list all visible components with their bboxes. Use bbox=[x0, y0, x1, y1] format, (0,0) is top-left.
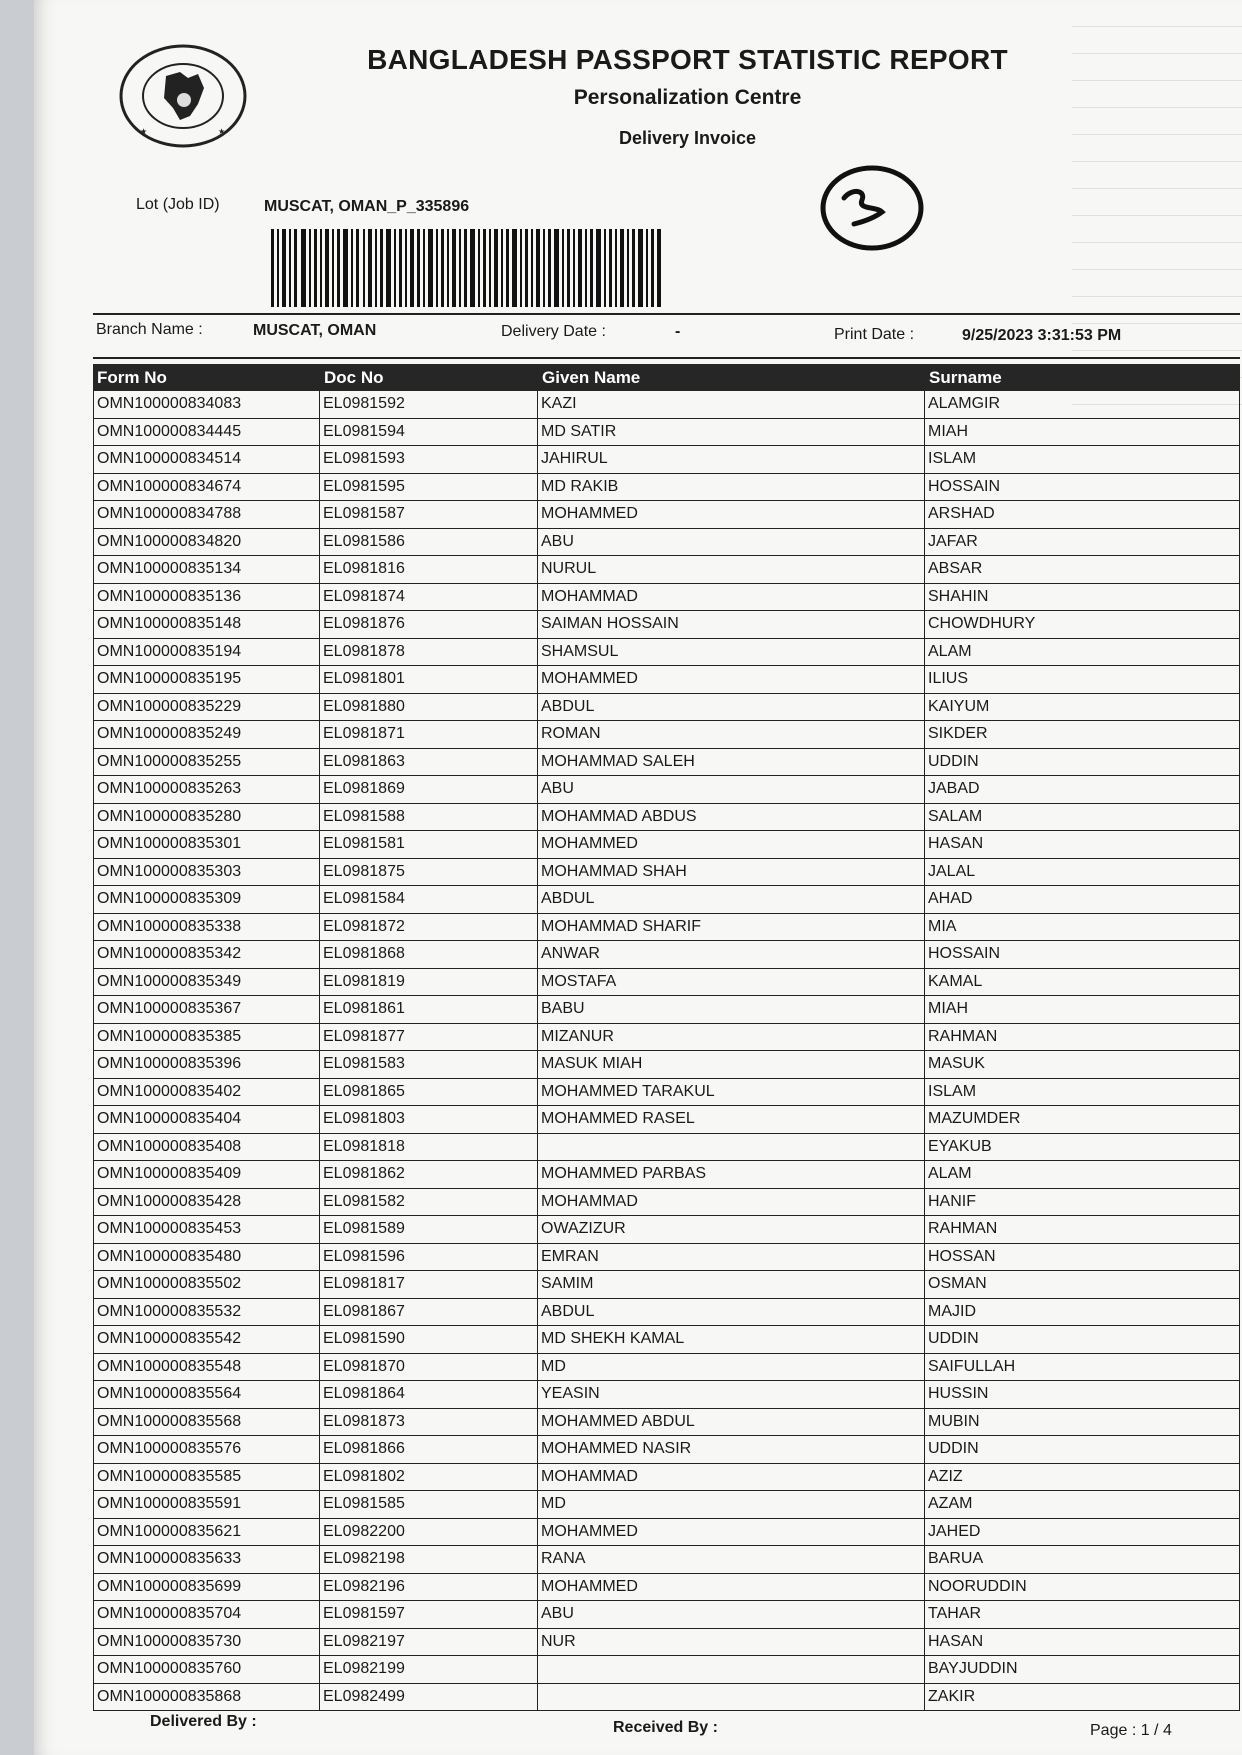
surname-cell: JAHED bbox=[925, 1519, 1240, 1546]
given-name-cell: MOHAMMED RASEL bbox=[538, 1106, 925, 1133]
form-no-cell: OMN100000835409 bbox=[93, 1161, 320, 1188]
given-name-cell: MOHAMMED TARAKUL bbox=[538, 1079, 925, 1106]
given-name-cell: RANA bbox=[538, 1546, 925, 1573]
form-no-cell: OMN100000834820 bbox=[93, 529, 320, 556]
doc-no-cell: EL0981589 bbox=[320, 1216, 538, 1243]
form-no-cell: OMN100000835404 bbox=[93, 1106, 320, 1133]
surname-cell: SALAM bbox=[925, 804, 1240, 831]
form-no-cell: OMN100000835868 bbox=[93, 1684, 320, 1711]
doc-no-cell: EL0981867 bbox=[320, 1299, 538, 1326]
table-row bbox=[93, 749, 1240, 777]
surname-cell: SAIFULLAH bbox=[925, 1354, 1240, 1381]
given-name-cell: MOHAMMED bbox=[538, 501, 925, 528]
given-name-cell: MOHAMMAD bbox=[538, 584, 925, 611]
surname-cell: UDDIN bbox=[925, 1326, 1240, 1353]
doc-no-cell: EL0981870 bbox=[320, 1354, 538, 1381]
given-name-cell: ROMAN bbox=[538, 721, 925, 748]
doc-no-cell: EL0981865 bbox=[320, 1079, 538, 1106]
form-no-cell: OMN100000835568 bbox=[93, 1409, 320, 1436]
table-row bbox=[93, 666, 1240, 694]
surname-cell: MIAH bbox=[925, 419, 1240, 446]
surname-cell: ABSAR bbox=[925, 556, 1240, 583]
meta-rule-bottom bbox=[93, 357, 1240, 359]
surname-cell: HASAN bbox=[925, 831, 1240, 858]
form-no-cell: OMN100000835408 bbox=[93, 1134, 320, 1161]
surname-cell: MUBIN bbox=[925, 1409, 1240, 1436]
given-name-cell: MOHAMMAD ABDUS bbox=[538, 804, 925, 831]
given-name-cell: MOHAMMED PARBAS bbox=[538, 1161, 925, 1188]
form-no-cell: OMN100000834674 bbox=[93, 474, 320, 501]
surname-cell: JAFAR bbox=[925, 529, 1240, 556]
doc-no-cell: EL0981866 bbox=[320, 1436, 538, 1463]
table-row bbox=[93, 1574, 1240, 1602]
lot-value: MUSCAT, OMAN_P_335896 bbox=[264, 198, 470, 215]
given-name-cell: MOSTAFA bbox=[538, 969, 925, 996]
form-no-cell: OMN100000835255 bbox=[93, 749, 320, 776]
form-no-cell: OMN100000834788 bbox=[93, 501, 320, 528]
form-no-cell: OMN100000835621 bbox=[93, 1519, 320, 1546]
page-indicator: Page : 1 / 4 bbox=[1090, 1722, 1172, 1739]
given-name-cell: SHAMSUL bbox=[538, 639, 925, 666]
surname-cell: ILIUS bbox=[925, 666, 1240, 693]
surname-cell: ZAKIR bbox=[925, 1684, 1240, 1711]
doc-no-cell: EL0982196 bbox=[320, 1574, 538, 1601]
surname-cell: HOSSAIN bbox=[925, 474, 1240, 501]
doc-no-cell: EL0981861 bbox=[320, 996, 538, 1023]
form-no-cell: OMN100000835349 bbox=[93, 969, 320, 996]
svg-text:★: ★ bbox=[218, 127, 226, 136]
form-no-cell: OMN100000835585 bbox=[93, 1464, 320, 1491]
doc-no-cell: EL0981819 bbox=[320, 969, 538, 996]
given-name-cell: MOHAMMED bbox=[538, 666, 925, 693]
given-name-cell: EMRAN bbox=[538, 1244, 925, 1271]
svg-text:★: ★ bbox=[140, 127, 148, 136]
doc-no-cell: EL0981818 bbox=[320, 1134, 538, 1161]
table-row bbox=[93, 831, 1240, 859]
given-name-cell bbox=[538, 1684, 925, 1711]
surname-cell: ALAM bbox=[925, 639, 1240, 666]
surname-cell: JALAL bbox=[925, 859, 1240, 886]
form-no-cell: OMN100000835532 bbox=[93, 1299, 320, 1326]
table-row bbox=[93, 1299, 1240, 1327]
surname-cell: ISLAM bbox=[925, 1079, 1240, 1106]
given-name-cell: MOHAMMED ABDUL bbox=[538, 1409, 925, 1436]
doc-no-cell: EL0981876 bbox=[320, 611, 538, 638]
form-no-cell: OMN100000835576 bbox=[93, 1436, 320, 1463]
given-name-cell: YEASIN bbox=[538, 1381, 925, 1408]
given-name-cell: MOHAMMED bbox=[538, 1574, 925, 1601]
surname-cell: TAHAR bbox=[925, 1601, 1240, 1628]
form-no-cell: OMN100000835591 bbox=[93, 1491, 320, 1518]
table-row bbox=[93, 1216, 1240, 1244]
doc-no-cell: EL0981588 bbox=[320, 804, 538, 831]
form-no-cell: OMN100000835249 bbox=[93, 721, 320, 748]
form-no-cell: OMN100000835453 bbox=[93, 1216, 320, 1243]
given-name-cell: NUR bbox=[538, 1629, 925, 1656]
header-given-name: Given Name bbox=[542, 368, 641, 387]
form-no-cell: OMN100000835730 bbox=[93, 1629, 320, 1656]
table-row bbox=[93, 969, 1240, 997]
doc-no-cell: EL0981864 bbox=[320, 1381, 538, 1408]
doc-no-cell: EL0981585 bbox=[320, 1491, 538, 1518]
given-name-cell: ABU bbox=[538, 529, 925, 556]
form-no-cell: OMN100000834514 bbox=[93, 446, 320, 473]
surname-cell: JABAD bbox=[925, 776, 1240, 803]
given-name-cell: SAIMAN HOSSAIN bbox=[538, 611, 925, 638]
doc-no-cell: EL0981871 bbox=[320, 721, 538, 748]
surname-cell: MAZUMDER bbox=[925, 1106, 1240, 1133]
surname-cell: KAIYUM bbox=[925, 694, 1240, 721]
delivery-table bbox=[93, 364, 1240, 1711]
given-name-cell: MASUK MIAH bbox=[538, 1051, 925, 1078]
doc-no-cell: EL0981594 bbox=[320, 419, 538, 446]
doc-no-cell: EL0981868 bbox=[320, 941, 538, 968]
doc-no-cell: EL0981802 bbox=[320, 1464, 538, 1491]
received-by-label: Received By : bbox=[613, 1719, 718, 1736]
doc-no-cell: EL0981863 bbox=[320, 749, 538, 776]
doc-no-cell: EL0981582 bbox=[320, 1189, 538, 1216]
form-no-cell: OMN100000835342 bbox=[93, 941, 320, 968]
form-no-cell: OMN100000835564 bbox=[93, 1381, 320, 1408]
given-name-cell: OWAZIZUR bbox=[538, 1216, 925, 1243]
print-date-value: 9/25/2023 3:31:53 PM bbox=[962, 327, 1122, 344]
given-name-cell: MIZANUR bbox=[538, 1024, 925, 1051]
table-row bbox=[93, 1134, 1240, 1162]
surname-cell: RAHMAN bbox=[925, 1024, 1240, 1051]
table-row bbox=[93, 1491, 1240, 1519]
surname-cell: ISLAM bbox=[925, 446, 1240, 473]
given-name-cell: MD bbox=[538, 1491, 925, 1518]
form-no-cell: OMN100000835396 bbox=[93, 1051, 320, 1078]
table-row bbox=[93, 804, 1240, 832]
delivery-date-label: Delivery Date : bbox=[501, 323, 606, 340]
doc-no-cell: EL0981801 bbox=[320, 666, 538, 693]
surname-cell: HANIF bbox=[925, 1189, 1240, 1216]
form-no-cell: OMN100000835704 bbox=[93, 1601, 320, 1628]
table-row bbox=[93, 694, 1240, 722]
surname-cell: EYAKUB bbox=[925, 1134, 1240, 1161]
table-row bbox=[93, 859, 1240, 887]
given-name-cell: MD SHEKH KAMAL bbox=[538, 1326, 925, 1353]
form-no-cell: OMN100000835195 bbox=[93, 666, 320, 693]
surname-cell: MAJID bbox=[925, 1299, 1240, 1326]
table-row bbox=[93, 941, 1240, 969]
header-surname: Surname bbox=[929, 368, 1002, 387]
given-name-cell: MOHAMMAD bbox=[538, 1464, 925, 1491]
surname-cell: UDDIN bbox=[925, 749, 1240, 776]
form-no-cell: OMN100000835385 bbox=[93, 1024, 320, 1051]
table-row bbox=[93, 1326, 1240, 1354]
form-no-cell: OMN100000835303 bbox=[93, 859, 320, 886]
delivery-date-value: - bbox=[675, 323, 681, 340]
delivered-by-label: Delivered By : bbox=[150, 1713, 257, 1730]
doc-no-cell: EL0981874 bbox=[320, 584, 538, 611]
lot-label: Lot (Job ID) bbox=[136, 196, 220, 213]
surname-cell: UDDIN bbox=[925, 1436, 1240, 1463]
form-no-cell: OMN100000835760 bbox=[93, 1656, 320, 1683]
given-name-cell: KAZI bbox=[538, 391, 925, 418]
doc-no-cell: EL0981595 bbox=[320, 474, 538, 501]
surname-cell: HUSSIN bbox=[925, 1381, 1240, 1408]
surname-cell: ALAM bbox=[925, 1161, 1240, 1188]
report-subtitle: Personalization Centre bbox=[573, 86, 802, 109]
surname-cell: HOSSAIN bbox=[925, 941, 1240, 968]
form-no-cell: OMN100000835134 bbox=[93, 556, 320, 583]
given-name-cell: BABU bbox=[538, 996, 925, 1023]
given-name-cell: MOHAMMAD SHARIF bbox=[538, 914, 925, 941]
surname-cell: OSMAN bbox=[925, 1271, 1240, 1298]
doc-no-cell: EL0981869 bbox=[320, 776, 538, 803]
doc-no-cell: EL0981597 bbox=[320, 1601, 538, 1628]
doc-no-cell: EL0981872 bbox=[320, 914, 538, 941]
form-no-cell: OMN100000835229 bbox=[93, 694, 320, 721]
given-name-cell: ABDUL bbox=[538, 1299, 925, 1326]
doc-no-cell: EL0982200 bbox=[320, 1519, 538, 1546]
doc-no-cell: EL0982199 bbox=[320, 1656, 538, 1683]
table-row bbox=[93, 1546, 1240, 1574]
surname-cell: HASAN bbox=[925, 1629, 1240, 1656]
document-type: Delivery Invoice bbox=[618, 128, 757, 148]
doc-no-cell: EL0981817 bbox=[320, 1271, 538, 1298]
table-row bbox=[93, 1629, 1240, 1657]
surname-cell: SIKDER bbox=[925, 721, 1240, 748]
meta-rule-top bbox=[93, 313, 1240, 315]
table-row bbox=[93, 556, 1240, 584]
form-no-cell: OMN100000835699 bbox=[93, 1574, 320, 1601]
table-row bbox=[93, 529, 1240, 557]
form-no-cell: OMN100000835301 bbox=[93, 831, 320, 858]
doc-no-cell: EL0981596 bbox=[320, 1244, 538, 1271]
doc-no-cell: EL0981816 bbox=[320, 556, 538, 583]
table-row bbox=[93, 1464, 1240, 1492]
government-seal-icon bbox=[118, 44, 248, 148]
given-name-cell: MOHAMMED bbox=[538, 1519, 925, 1546]
form-no-cell: OMN100000835136 bbox=[93, 584, 320, 611]
surname-cell: CHOWDHURY bbox=[925, 611, 1240, 638]
doc-no-cell: EL0981590 bbox=[320, 1326, 538, 1353]
surname-cell: NOORUDDIN bbox=[925, 1574, 1240, 1601]
form-no-cell: OMN100000835280 bbox=[93, 804, 320, 831]
doc-no-cell: EL0981877 bbox=[320, 1024, 538, 1051]
doc-no-cell: EL0981880 bbox=[320, 694, 538, 721]
table-row bbox=[93, 1271, 1240, 1299]
table-row bbox=[93, 474, 1240, 502]
branch-label: Branch Name : bbox=[96, 321, 203, 338]
form-no-cell: OMN100000835542 bbox=[93, 1326, 320, 1353]
header-doc-no: Doc No bbox=[324, 368, 384, 387]
given-name-cell: NURUL bbox=[538, 556, 925, 583]
given-name-cell bbox=[538, 1134, 925, 1161]
given-name-cell: MD RAKIB bbox=[538, 474, 925, 501]
table-row bbox=[93, 1409, 1240, 1437]
form-no-cell: OMN100000835367 bbox=[93, 996, 320, 1023]
doc-no-cell: EL0981875 bbox=[320, 859, 538, 886]
handwritten-circle-mark-icon bbox=[818, 162, 928, 252]
table-row bbox=[93, 1024, 1240, 1052]
form-no-cell: OMN100000835338 bbox=[93, 914, 320, 941]
table-row bbox=[93, 886, 1240, 914]
given-name-cell: MOHAMMED NASIR bbox=[538, 1436, 925, 1463]
table-row bbox=[93, 776, 1240, 804]
doc-no-cell: EL0981592 bbox=[320, 391, 538, 418]
surname-cell: AZAM bbox=[925, 1491, 1240, 1518]
form-no-cell: OMN100000835194 bbox=[93, 639, 320, 666]
given-name-cell: JAHIRUL bbox=[538, 446, 925, 473]
doc-no-cell: EL0981878 bbox=[320, 639, 538, 666]
table-row bbox=[93, 1381, 1240, 1409]
given-name-cell: MOHAMMED bbox=[538, 831, 925, 858]
table-row bbox=[93, 1684, 1240, 1712]
table-row bbox=[93, 391, 1240, 419]
surname-cell: AHAD bbox=[925, 886, 1240, 913]
table-row bbox=[93, 1354, 1240, 1382]
surname-cell: KAMAL bbox=[925, 969, 1240, 996]
surname-cell: BARUA bbox=[925, 1546, 1240, 1573]
doc-no-cell: EL0981873 bbox=[320, 1409, 538, 1436]
table-body bbox=[93, 391, 1240, 1711]
form-no-cell: OMN100000835428 bbox=[93, 1189, 320, 1216]
table-row bbox=[93, 419, 1240, 447]
given-name-cell: ABU bbox=[538, 776, 925, 803]
doc-no-cell: EL0982198 bbox=[320, 1546, 538, 1573]
table-row bbox=[93, 584, 1240, 612]
table-row bbox=[93, 501, 1240, 529]
report-title: BANGLADESH PASSPORT STATISTIC REPORT bbox=[367, 44, 1008, 75]
barcode-icon bbox=[271, 229, 661, 307]
given-name-cell: MD SATIR bbox=[538, 419, 925, 446]
doc-no-cell: EL0981581 bbox=[320, 831, 538, 858]
given-name-cell: MOHAMMAD bbox=[538, 1189, 925, 1216]
doc-no-cell: EL0981862 bbox=[320, 1161, 538, 1188]
table-row bbox=[93, 1161, 1240, 1189]
form-no-cell: OMN100000835502 bbox=[93, 1271, 320, 1298]
form-no-cell: OMN100000835480 bbox=[93, 1244, 320, 1271]
form-no-cell: OMN100000835263 bbox=[93, 776, 320, 803]
doc-no-cell: EL0981587 bbox=[320, 501, 538, 528]
doc-no-cell: EL0981584 bbox=[320, 886, 538, 913]
doc-no-cell: EL0981586 bbox=[320, 529, 538, 556]
given-name-cell: MD bbox=[538, 1354, 925, 1381]
table-row bbox=[93, 1244, 1240, 1272]
surname-cell: MASUK bbox=[925, 1051, 1240, 1078]
print-date-label: Print Date : bbox=[834, 326, 915, 343]
given-name-cell: MOHAMMAD SHAH bbox=[538, 859, 925, 886]
table-row bbox=[93, 721, 1240, 749]
surname-cell: AZIZ bbox=[925, 1464, 1240, 1491]
surname-cell: HOSSAN bbox=[925, 1244, 1240, 1271]
surname-cell: MIA bbox=[925, 914, 1240, 941]
form-no-cell: OMN100000835633 bbox=[93, 1546, 320, 1573]
table-row bbox=[93, 1656, 1240, 1684]
table-row bbox=[93, 996, 1240, 1024]
table-row bbox=[93, 1079, 1240, 1107]
form-no-cell: OMN100000834083 bbox=[93, 391, 320, 418]
given-name-cell: MOHAMMAD SALEH bbox=[538, 749, 925, 776]
table-row bbox=[93, 1519, 1240, 1547]
table-row bbox=[93, 1189, 1240, 1217]
table-row bbox=[93, 1051, 1240, 1079]
form-no-cell: OMN100000835548 bbox=[93, 1354, 320, 1381]
table-row bbox=[93, 914, 1240, 942]
form-no-cell: OMN100000835309 bbox=[93, 886, 320, 913]
given-name-cell: SAMIM bbox=[538, 1271, 925, 1298]
surname-cell: ALAMGIR bbox=[925, 391, 1240, 418]
form-no-cell: OMN100000834445 bbox=[93, 419, 320, 446]
given-name-cell: ABDUL bbox=[538, 886, 925, 913]
table-row bbox=[93, 446, 1240, 474]
surname-cell: BAYJUDDIN bbox=[925, 1656, 1240, 1683]
given-name-cell: ANWAR bbox=[538, 941, 925, 968]
given-name-cell bbox=[538, 1656, 925, 1683]
form-no-cell: OMN100000835402 bbox=[93, 1079, 320, 1106]
doc-no-cell: EL0981583 bbox=[320, 1051, 538, 1078]
surname-cell: MIAH bbox=[925, 996, 1240, 1023]
doc-no-cell: EL0982197 bbox=[320, 1629, 538, 1656]
surname-cell: ARSHAD bbox=[925, 501, 1240, 528]
doc-no-cell: EL0981593 bbox=[320, 446, 538, 473]
table-row bbox=[93, 1436, 1240, 1464]
surname-cell: SHAHIN bbox=[925, 584, 1240, 611]
header-form-no: Form No bbox=[97, 368, 167, 387]
table-header bbox=[93, 364, 1240, 391]
table-row bbox=[93, 611, 1240, 639]
doc-no-cell: EL0982499 bbox=[320, 1684, 538, 1711]
branch-value: MUSCAT, OMAN bbox=[253, 322, 377, 339]
table-row bbox=[93, 639, 1240, 667]
doc-no-cell: EL0981803 bbox=[320, 1106, 538, 1133]
given-name-cell: ABU bbox=[538, 1601, 925, 1628]
table-row bbox=[93, 1106, 1240, 1134]
form-no-cell: OMN100000835148 bbox=[93, 611, 320, 638]
surname-cell: RAHMAN bbox=[925, 1216, 1240, 1243]
given-name-cell: ABDUL bbox=[538, 694, 925, 721]
table-row bbox=[93, 1601, 1240, 1629]
